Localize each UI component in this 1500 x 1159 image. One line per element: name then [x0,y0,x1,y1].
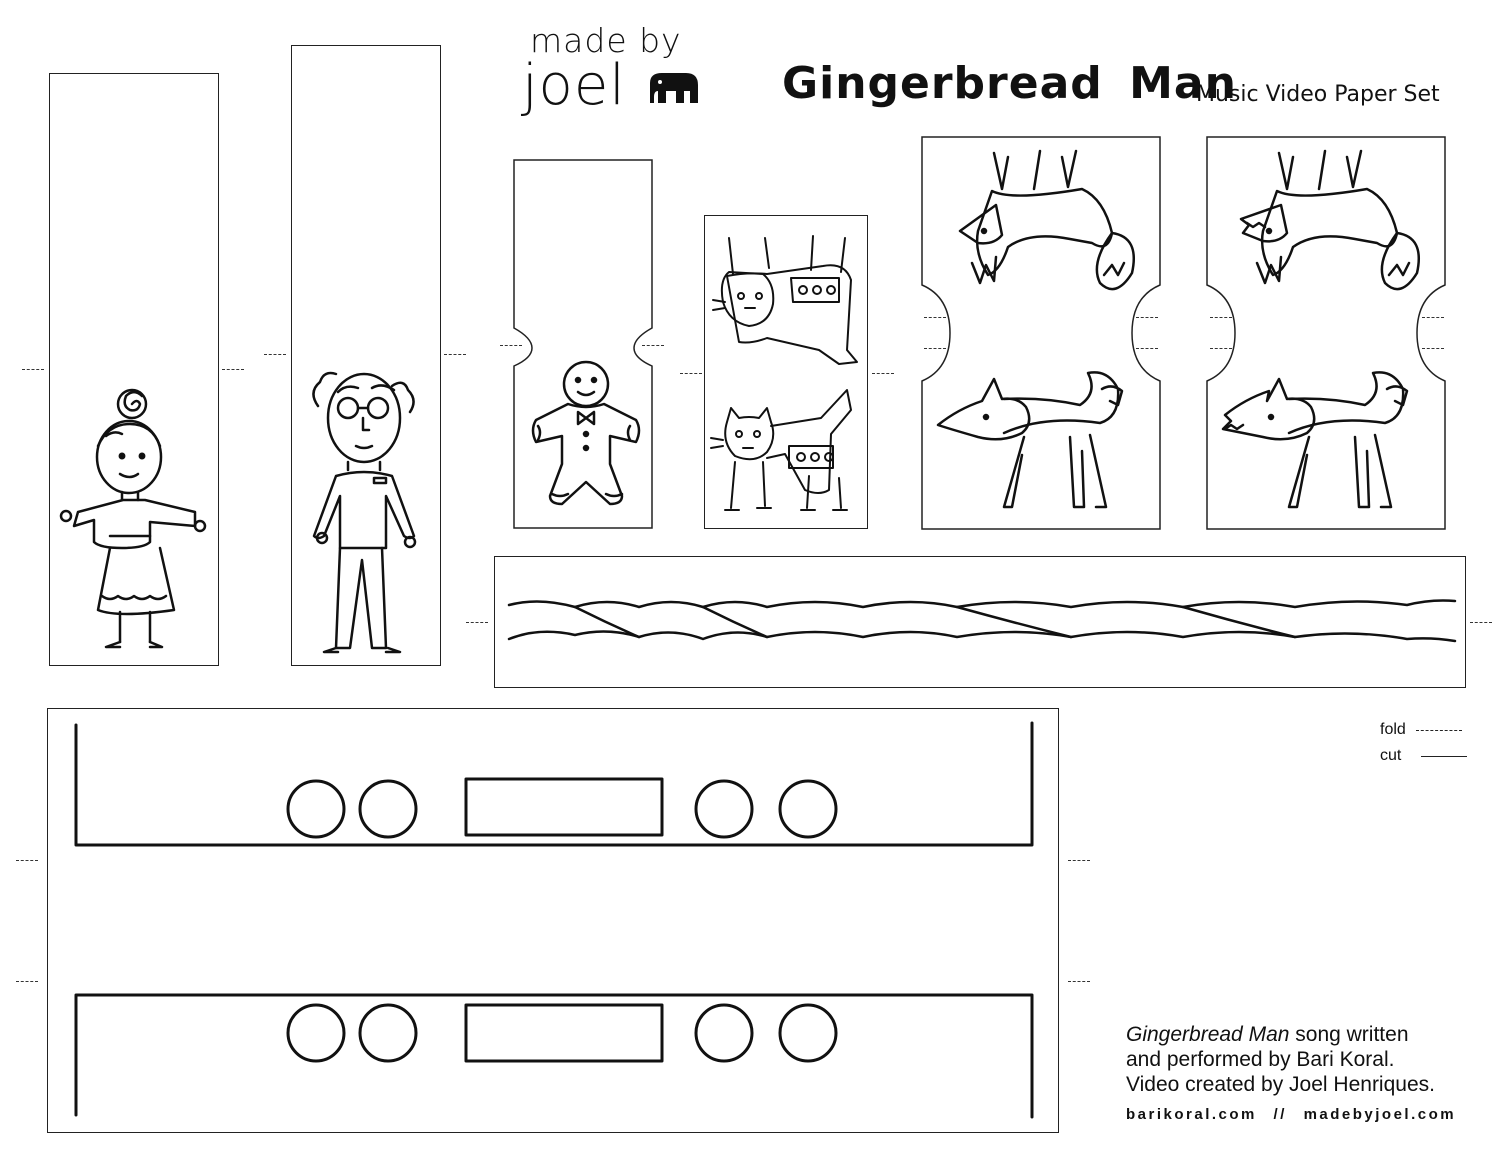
elephant-icon [646,71,700,105]
song-title: Gingerbread Man [1126,1023,1290,1046]
river-wave [495,557,1467,689]
legend-cut-line [1421,756,1467,757]
fold-mark [1136,317,1158,318]
fold-mark [444,354,466,355]
legend-fold-row [1380,717,1467,743]
credits-line-1 [1126,1022,1496,1047]
fold-mark [680,373,702,374]
credits [1126,1022,1496,1097]
fold-mark [924,317,946,318]
legend-cut-label: cut [1380,747,1402,764]
fold-mark [22,369,44,370]
bus-strip [47,708,1059,1133]
fold-mark [500,345,522,346]
old-woman-figure [50,74,220,667]
fold-mark [1068,981,1090,982]
cat-figure [705,216,869,530]
page-subtitle: Music Video Paper Set [1196,82,1440,107]
river-strip [494,556,1466,688]
credits-line-2: and performed by Bari Koral. [1126,1048,1395,1071]
link-barikoral[interactable]: barikoral.com [1126,1106,1257,1123]
fold-mark [1068,860,1090,861]
old-woman-card [49,73,219,666]
old-man-figure [292,46,442,667]
fold-mark [924,348,946,349]
legend-fold-label: fold [1380,721,1406,738]
bus-figure [48,709,1060,1134]
fold-mark [16,860,38,861]
fold-mark [1210,348,1232,349]
fold-mark [1136,348,1158,349]
fold-mark [872,373,894,374]
fold-mark [222,369,244,370]
page-title: Gingerbread Man [782,58,1237,109]
legend [1380,717,1467,769]
logo-top-text: made by [530,21,682,60]
old-man-card [291,45,441,666]
link-madebyjoel[interactable]: madebyjoel.com [1303,1106,1457,1123]
credits-links [1126,1106,1456,1123]
credits-line-3: Video created by Joel Henriques. [1126,1073,1435,1096]
fold-mark [1210,317,1232,318]
fold-mark [16,981,38,982]
gingerbread-man-card [512,158,654,530]
fox-card-1 [920,135,1162,531]
credits-line-1-rest: song written [1289,1023,1409,1046]
fold-mark [1422,317,1444,318]
made-by-joel-logo [520,22,720,122]
fox-card-2 [1205,135,1447,531]
cat-card [704,215,868,529]
logo-bottom-text: joel [522,53,626,118]
legend-fold-line [1416,730,1462,731]
link-separator: // [1273,1106,1287,1123]
fold-mark [1470,622,1492,623]
fold-mark [264,354,286,355]
legend-cut-row [1380,743,1467,769]
fold-mark [1422,348,1444,349]
fold-mark [642,345,664,346]
fold-mark [466,622,488,623]
